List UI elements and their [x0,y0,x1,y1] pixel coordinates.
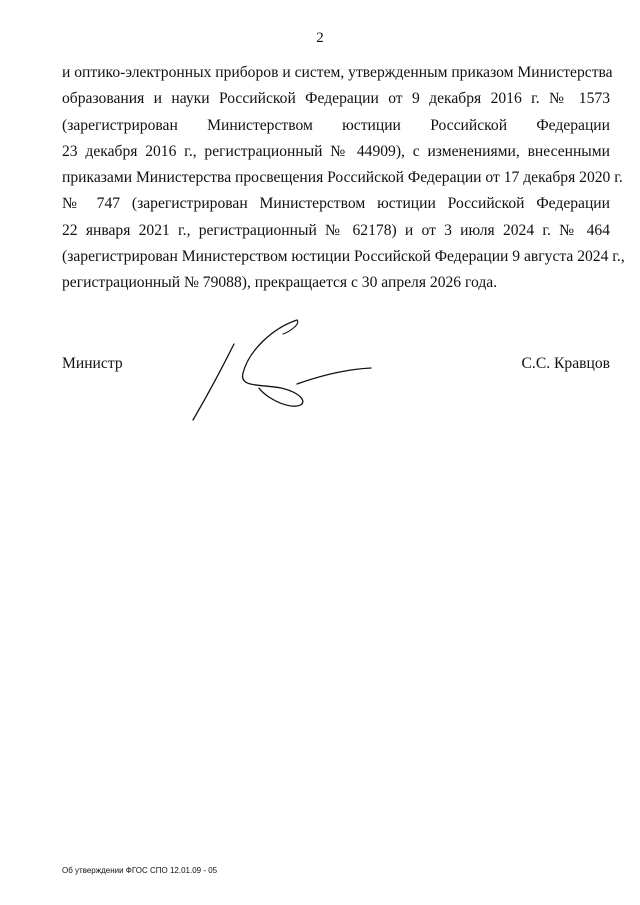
handwritten-signature [185,318,375,428]
body-line: (зарегистрирован Министерством юстиции Российской Федерации 9 августа 2024 г., [62,248,625,266]
footer-note: Об утверждении ФГОС СПО 12.01.09 - 05 [62,866,218,875]
document-body [62,60,625,297]
body-line: 23 декабря 2016 г., регистрационный № 44909), с изменениями, внесенными [62,142,610,160]
body-line: и оптико-электронных приборов и систем, утвержденным приказом Министерства [62,64,613,81]
body-line: регистрационный № 79088), прекращается с 30 апреля 2026 года. [62,274,498,292]
body-line: 22 января 2021 г., регистрационный № 62178) и от 3 июля 2024 г. № 464 [62,221,610,239]
body-line: приказами Министерства просвещения Российской Федерации от 17 декабря 2020 г. [62,169,623,187]
body-line: № 747 (зарегистрирован Министерством юстиции Российской Федерации [62,195,610,213]
signatory-name: С.С. Кравцов [521,355,610,372]
body-line: (зарегистрирован Министерством юстиции Российской Федерации [62,116,610,134]
page-number: 2 [316,30,324,46]
signatory-title: Министр [62,355,123,372]
body-line: образования и науки Российской Федерации от 9 декабря 2016 г. № 1573 [62,90,610,108]
